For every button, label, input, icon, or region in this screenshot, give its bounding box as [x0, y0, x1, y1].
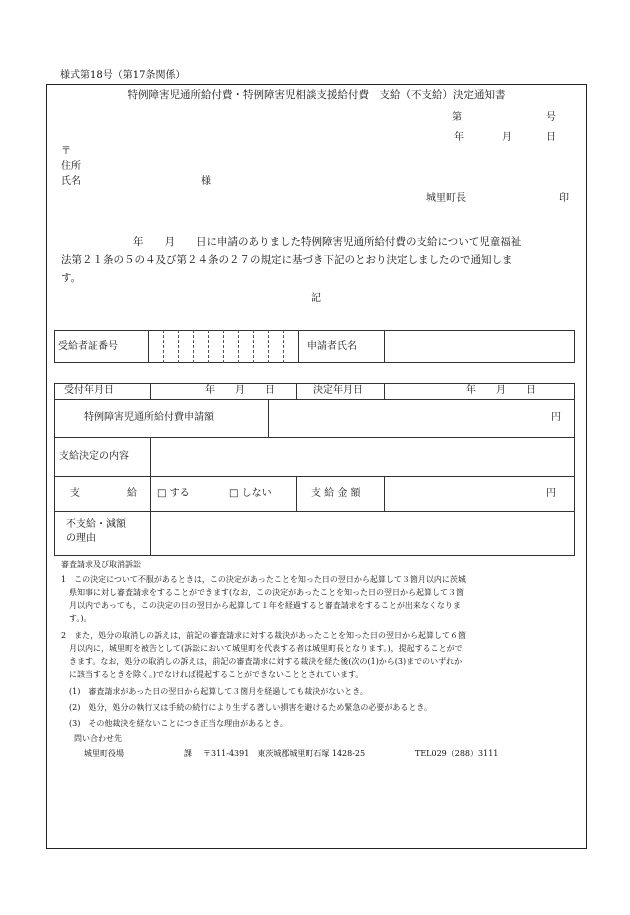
payment-label-1: 支 — [70, 487, 80, 499]
appeal-line: 県知事に対し審査請求をすることができます(なお，この決定があったことを知った日の翌日から起算して３箇 — [61, 588, 465, 597]
honorific: 様 — [201, 176, 211, 187]
contact-heading: 問い合わせ先 — [74, 734, 122, 743]
appeal-line: 月以内であっても，この決定の日の翌日から起算して１年を経過すると審査請求をすることが出来なくなりま — [61, 601, 461, 610]
option-yes-checkbox[interactable]: □ する — [157, 487, 190, 499]
body-line-2: 法第２１条の５の４及び第２４条の２７の規定に基づき下記のとおり決定しましたので通知しま — [61, 254, 513, 266]
form-number: 様式第18号（第17条関係） — [60, 70, 186, 81]
content-label: 支給決定の内容 — [59, 450, 129, 462]
reason-label-1: 不支給・減額 — [66, 519, 126, 530]
contact-office: 城里町役場 — [84, 749, 124, 758]
doc-no-suffix: 号 — [546, 112, 556, 123]
option-no-checkbox[interactable]: □ しない — [229, 487, 272, 499]
appeal-line: す。)。 — [61, 614, 92, 623]
applicant-name-label: 申請者氏名 — [307, 340, 357, 352]
payment-amount-yen: 円 — [546, 487, 556, 499]
address-label: 住所 — [61, 161, 81, 172]
digit-divider — [238, 330, 239, 363]
digit-divider — [178, 330, 179, 363]
name-label: 氏名 — [61, 176, 81, 187]
digit-divider — [208, 330, 209, 363]
digit-divider — [193, 330, 194, 363]
decision-date-value: 年 月 日 — [466, 385, 536, 396]
recipient-no-label: 受給者証番号 — [58, 340, 118, 352]
date-year: 年 — [454, 132, 464, 143]
date-month: 月 — [502, 132, 512, 143]
appeal-line: 月以内に，城里町を被告として(訴訟において城里町を代表する者は城里町長となります。)，提起することがで — [61, 644, 463, 653]
payment-amount-label: 支 給 金 額 — [311, 487, 361, 499]
decision-date-label: 決定年月日 — [313, 385, 363, 396]
appeal-heading: 審査請求及び取消訴訟 — [61, 560, 141, 569]
received-date-value: 年 月 日 — [205, 385, 275, 396]
digit-divider — [223, 330, 224, 363]
seal-mark: 印 — [559, 193, 569, 204]
appeal-line: に該当するときを除く。)でなければ提起することができないこととされています。 — [61, 670, 364, 679]
body-line-3: す。 — [61, 272, 82, 284]
digit-divider — [163, 330, 164, 363]
appeal-line: (1) 審査請求があった日の翌日から起算して３箇月を経過しても裁決がないとき。 — [61, 687, 368, 696]
appeal-line: (3) その他裁決を経ないことにつき正当な理由があるとき。 — [61, 719, 288, 728]
contact-address: 〒311-4391 東茨城郡城里町石塚 1428-25 — [203, 749, 366, 758]
amount-label: 特例障害児通所給付費申請額 — [84, 412, 214, 423]
amount-yen: 円 — [551, 412, 561, 423]
contact-department: 課 — [184, 749, 192, 758]
digit-divider — [253, 330, 254, 363]
received-date-label: 受付年月日 — [64, 385, 114, 396]
postal-mark: 〒 — [61, 146, 71, 157]
ki-mark: 記 — [311, 293, 321, 304]
date-day: 日 — [546, 132, 556, 143]
appeal-line: 1 この決定について不服があるときは，この決定があったことを知った日の翌日から起算して３箇月以内に茨城 — [61, 575, 466, 584]
appeal-line: きます。なお，処分の取消しの訴えは，前記の審査請求に対する裁決を経た後(次の(1)から(3)までのいずれか — [61, 657, 463, 666]
digit-divider — [283, 330, 284, 363]
reason-label-2: の理由 — [66, 533, 96, 544]
doc-no-prefix: 第 — [452, 112, 462, 123]
contact-tel: TEL029（288）3111 — [415, 749, 499, 758]
issuer: 城里町長 — [426, 193, 466, 204]
digit-divider — [268, 330, 269, 363]
document-title: 特例障害児通所給付費・特例障害児相談支援給付費 支給（不支給）決定通知書 — [127, 89, 506, 101]
appeal-line: 2 また，処分の取消しの訴えは，前記の審査請求に対する裁決があったことを知った日の翌日から起算して６箇 — [61, 631, 467, 640]
payment-label-2: 給 — [127, 487, 137, 499]
body-line-1: 年 月 日に申請のありました特例障害児通所給付費の支給について児童福祉 — [133, 236, 522, 248]
appeal-line: (2) 処分，処分の執行又は手続の続行により生ずる著しい損害を避けるため緊急の必要があるとき。 — [61, 703, 433, 712]
